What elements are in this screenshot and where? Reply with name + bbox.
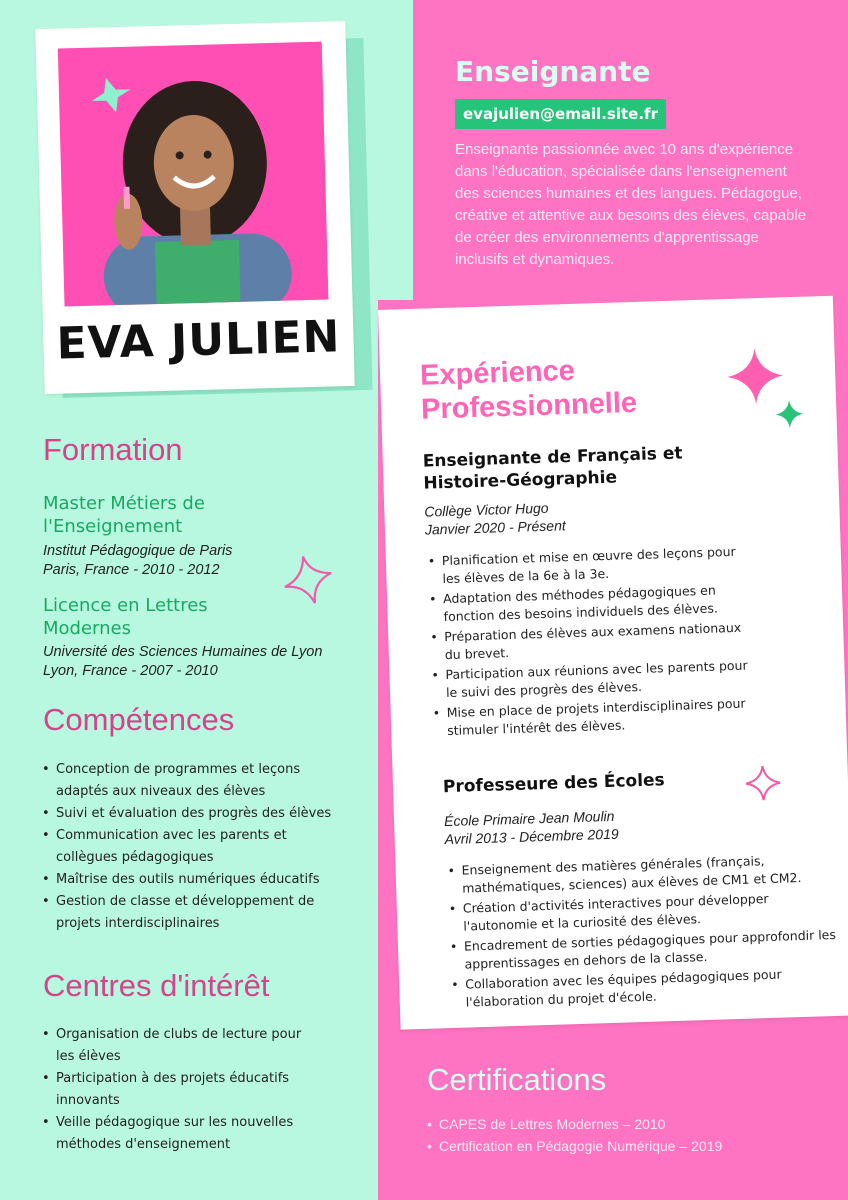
job-title-2: Professeure des Écoles	[442, 770, 665, 798]
formation-school-1: Institut Pédagogique de Paris	[43, 543, 233, 559]
list-item: • Création d'activités interactives pour développer l'autonomie et la curiosité des élèves.	[447, 888, 843, 936]
formation-heading: Formation	[43, 432, 183, 467]
interets-list	[40, 1024, 320, 1156]
list-item: • Veille pédagogique sur les nouvelles méthodes d'enseignement	[40, 1112, 320, 1156]
job-dates-1: Janvier 2020 - Présent	[424, 517, 566, 538]
list-item: • Mise en place de projets interdisciplinaires pour stimuler l'intérêt des élèves.	[430, 694, 751, 740]
photo-card	[35, 21, 354, 394]
job-dates-2: Avril 2013 - Décembre 2019	[444, 825, 619, 848]
list-item: • Certification en Pédagogie Numérique – 2019	[427, 1135, 722, 1157]
list-item: • Suivi et évaluation des progrès des élèves	[40, 803, 340, 825]
formation-title-1: Master Métiers de l'Enseignement	[43, 493, 205, 537]
star-green-icon	[774, 399, 805, 430]
list-item: • CAPES de Lettres Modernes – 2010	[427, 1113, 722, 1135]
job-role: Enseignante	[455, 55, 651, 88]
email-badge[interactable]: evajulien@email.site.fr	[455, 99, 666, 129]
formation-place-2: Lyon, France - 2007 - 2010	[43, 663, 218, 679]
formation-place-1: Paris, France - 2010 - 2012	[43, 562, 220, 578]
profile-photo	[58, 42, 329, 307]
job-school-1: Collège Victor Hugo	[424, 499, 549, 520]
star-pink-icon	[724, 345, 786, 407]
list-item: • Planification et mise en œuvre des leçons pour les élèves de la 6e à la 3e.	[426, 543, 747, 589]
job-tasks-2	[435, 850, 845, 1013]
star-outline-small-icon	[742, 763, 783, 804]
list-item: • Organisation de clubs de lecture pour les élèves	[40, 1024, 320, 1068]
job-tasks-1	[426, 543, 752, 741]
formation-title-2: Licence en Lettres Modernes	[43, 595, 208, 639]
job-school-2: École Primaire Jean Moulin	[443, 807, 615, 830]
experience-content	[420, 346, 840, 1014]
header-block	[455, 55, 815, 271]
list-item: • Conception de programmes et leçons adaptés aux niveaux des élèves	[40, 759, 340, 803]
certifications-list	[427, 1113, 722, 1157]
list-item: • Participation aux réunions avec les parents pour le suivi des progrès des élèves.	[429, 657, 750, 703]
experience-card	[378, 296, 848, 1030]
list-item: • Maîtrise des outils numériques éducatifs	[40, 869, 340, 891]
list-item: • Communication avec les parents et collègues pédagogiques	[40, 825, 340, 869]
list-item: • Collaboration avec les équipes pédagogiques pour l'élaboration du projet d'école.	[449, 964, 845, 1012]
job-title-1: Enseignante de Français et Histoire-Géographie	[422, 443, 683, 494]
certifications-heading: Certifications	[427, 1062, 607, 1097]
interets-heading: Centres d'intérêt	[43, 968, 270, 1003]
list-item: • Gestion de classe et développement de projets interdisciplinaires	[40, 891, 340, 935]
list-item: • Encadrement de sorties pédagogiques pour approfondir les apprentissages en dehors de la classe.	[448, 926, 844, 974]
experience-heading: Expérience Professionnelle	[419, 354, 638, 426]
candidate-name: EVA JULIEN	[55, 311, 342, 370]
list-item: • Préparation des élèves aux examens nationaux du brevet.	[428, 619, 749, 665]
competences-list	[40, 759, 340, 935]
list-item: • Enseignement des matières générales (français, mathématiques, sciences) aux élèves de CM1 et CM2.	[445, 850, 841, 898]
competences-heading: Compétences	[43, 702, 235, 737]
list-item: • Participation à des projets éducatifs innovants	[40, 1068, 320, 1112]
profile-summary: Enseignante passionnée avec 10 ans d'expérience dans l'éducation, spécialisée dans l'enseignement des sciences humaines et des langues. Pédagogue, créative et attentive aux besoins des élèves, capable de créer des environnements d'apprentissage inclusifs et dynamiques.	[455, 141, 807, 268]
star-outline-icon	[280, 552, 336, 608]
portrait-illustration	[58, 42, 329, 307]
formation-school-2: Université des Sciences Humaines de Lyon	[43, 644, 323, 660]
list-item: • Adaptation des méthodes pédagogiques en fonction des besoins individuels des élèves.	[427, 581, 748, 627]
